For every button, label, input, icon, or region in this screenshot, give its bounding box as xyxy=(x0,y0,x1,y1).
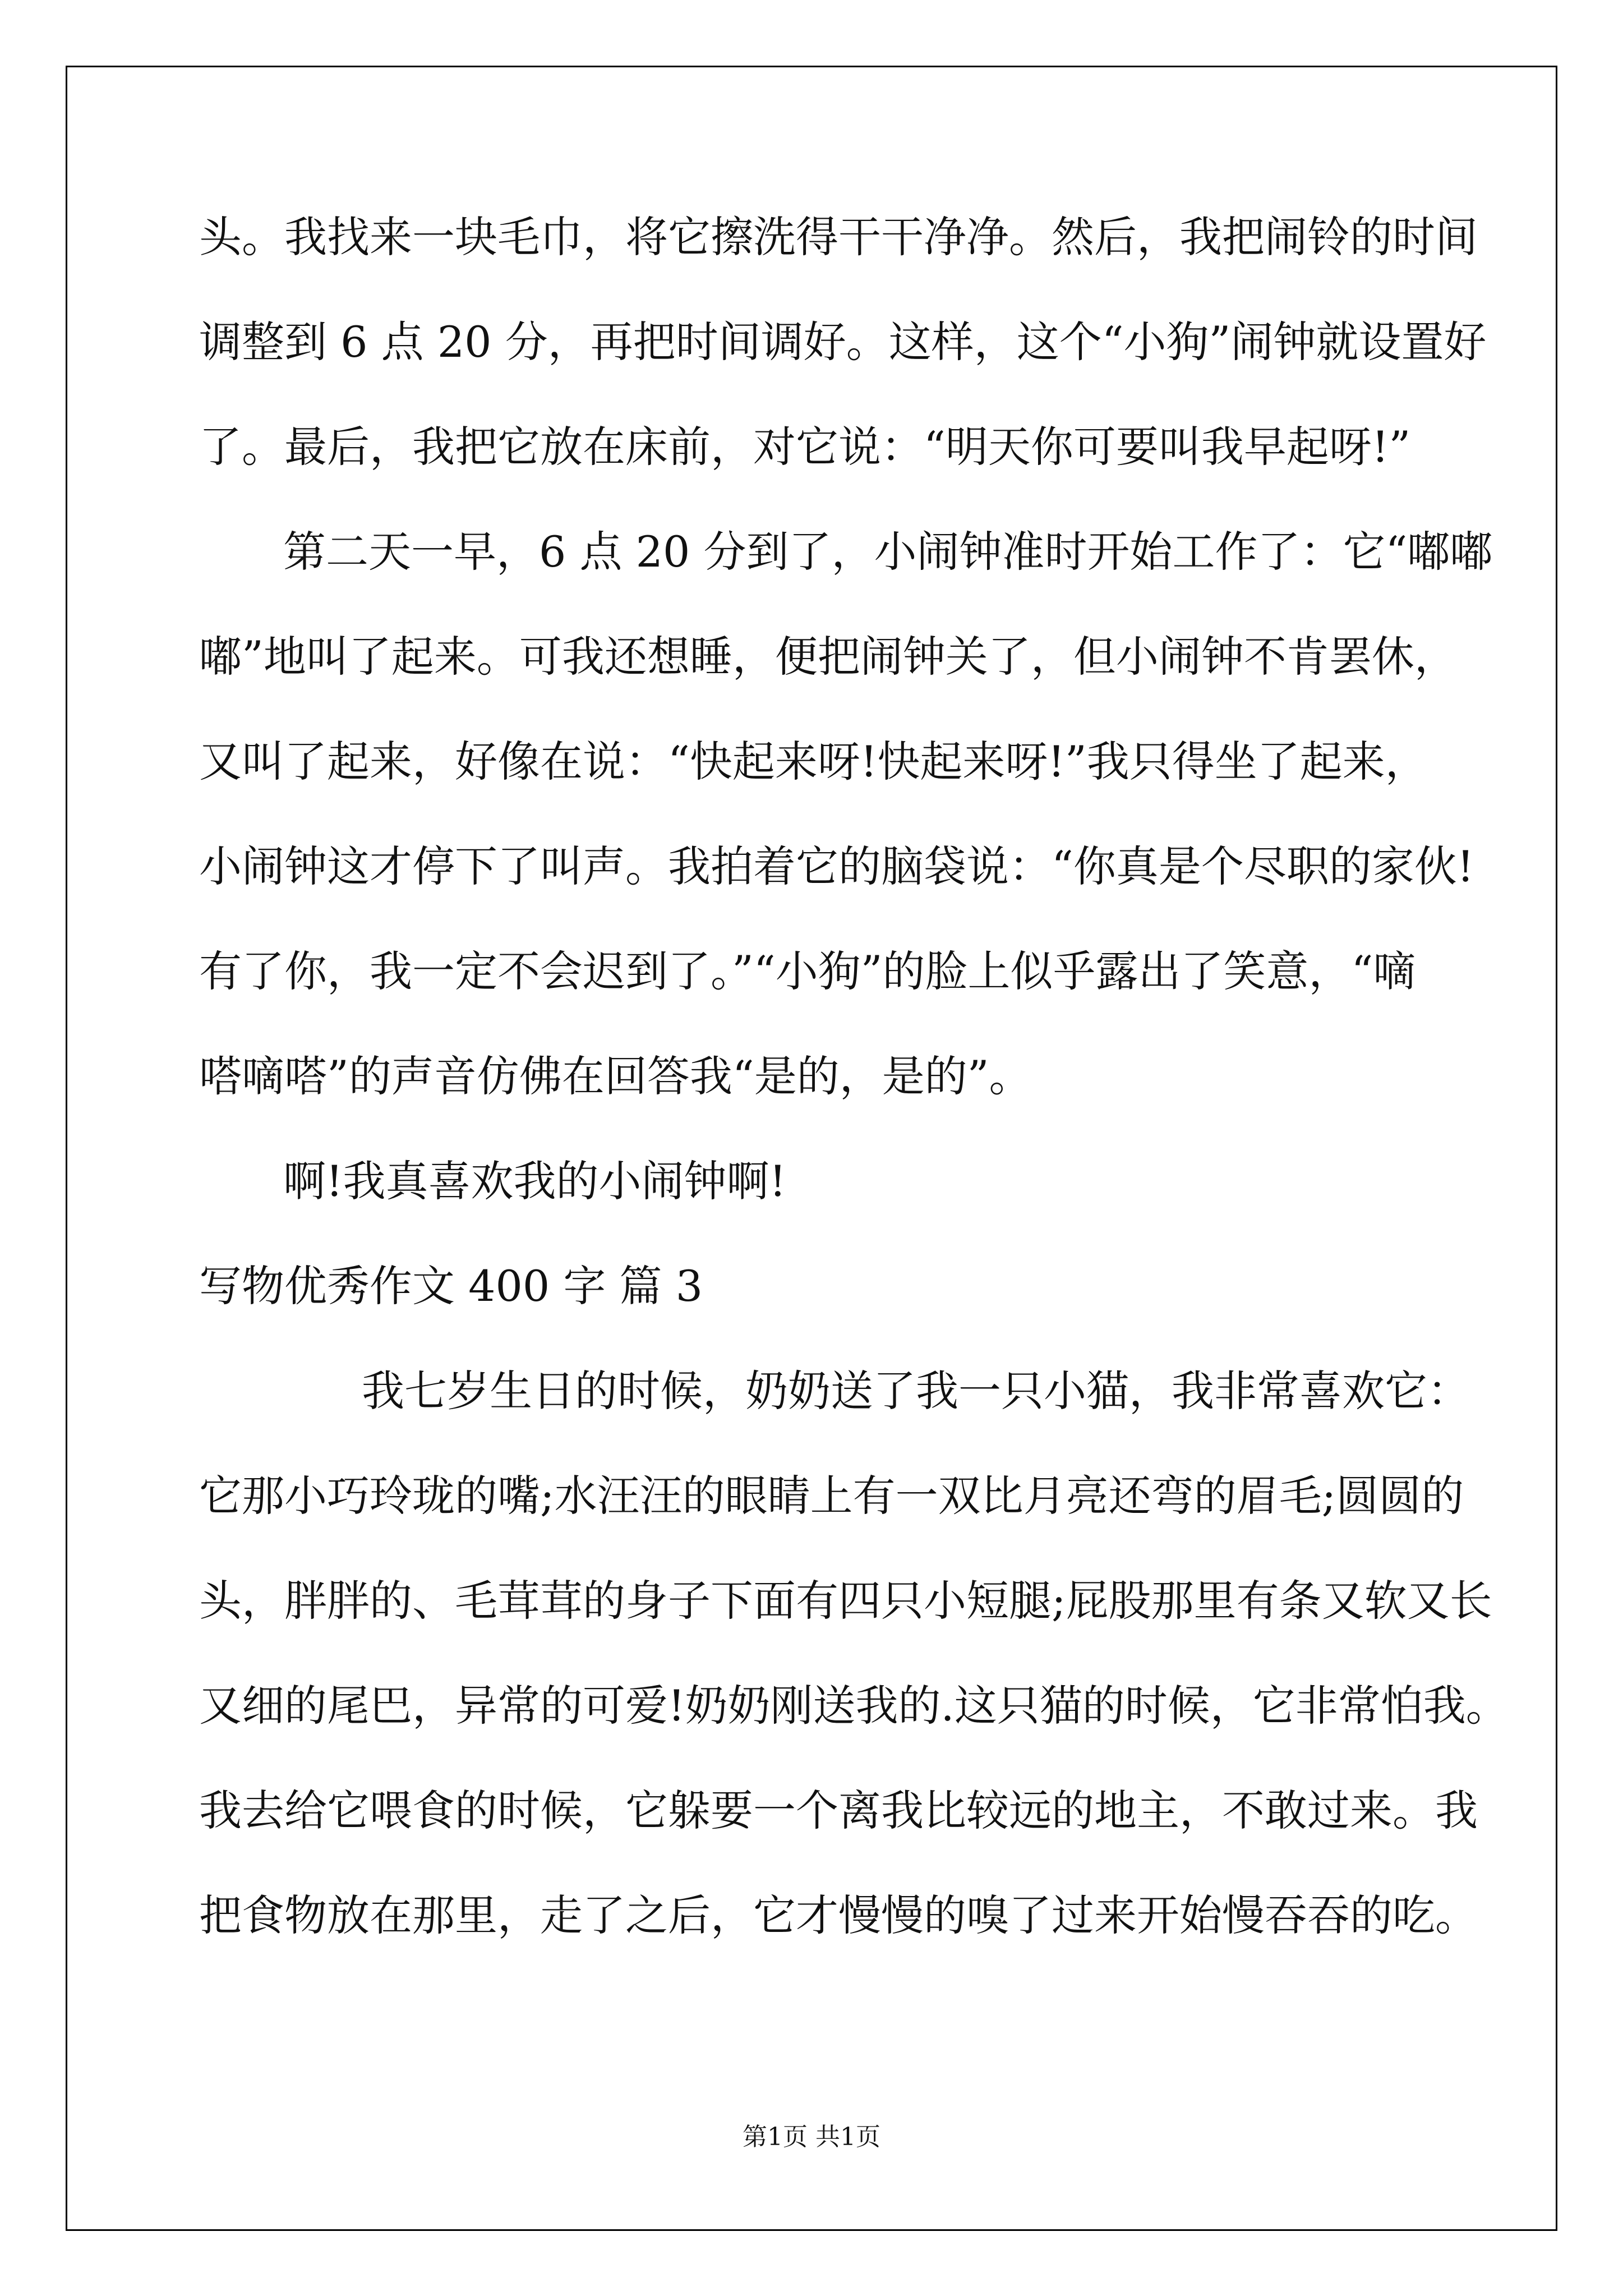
text-line: 嘟”地叫了起来。可我还想睡，便把闹钟关了，但小闹钟不肯罢休， xyxy=(199,632,1457,682)
text-line: 头，胖胖的、毛茸茸的身子下面有四只小短腿;屁股那里有条又软又长 xyxy=(199,1576,1492,1626)
text-line: 嗒嘀嗒”的声音仿佛在回答我“是的，是的”。 xyxy=(199,1051,1032,1101)
document-body xyxy=(199,212,1509,1999)
text-line: 小闹钟这才停下了叫声。我拍着它的脑袋说：“你真是个尽职的家伙! xyxy=(199,841,1474,891)
text-line: 了。最后，我把它放在床前，对它说：“明天你可要叫我早起呀!” xyxy=(199,422,1411,472)
text-line: 我去给它喂食的时候，它躲要一个离我比较远的地主，不敢过来。我 xyxy=(199,1786,1478,1835)
text-line: 它那小巧玲珑的嘴;水汪汪的眼睛上有一双比月亮还弯的眉毛;圆圆的 xyxy=(199,1471,1464,1521)
text-line: 头。我找来一块毛巾，将它擦洗得干干净净。然后，我把闹铃的时间 xyxy=(199,212,1478,262)
text-line: 又细的尾巴，异常的可爱!奶奶刚送我的.这只猫的时候，它非常怕我。 xyxy=(199,1681,1509,1731)
text-line: 调整到 6 点 20 分，再把时间调好。这样，这个“小狗”闹钟就设置好 xyxy=(199,317,1487,367)
text-line: 有了你，我一定不会迟到了。”“小狗”的脸上似乎露出了笑意，“嘀 xyxy=(199,946,1416,996)
paragraph-start-line: 第二天一早，6 点 20 分到了，小闹钟准时开始工作了：它“嘟嘟 xyxy=(283,527,1493,577)
section-heading: 写物优秀作文 400 字 篇 3 xyxy=(199,1261,703,1311)
paragraph-start-line: 我七岁生日的时候，奶奶送了我一只小猫，我非常喜欢它： xyxy=(362,1366,1470,1416)
paragraph-start-line: 啊!我真喜欢我的小闹钟啊! xyxy=(283,1156,787,1206)
text-line: 又叫了起来，好像在说：“快起来呀!快起来呀!”我只得坐了起来， xyxy=(199,737,1428,786)
page-footer: 第1页 共1页 xyxy=(743,2123,880,2151)
text-line: 把食物放在那里，走了之后，它才慢慢的嗅了过来开始慢吞吞的吃。 xyxy=(199,1890,1478,1940)
